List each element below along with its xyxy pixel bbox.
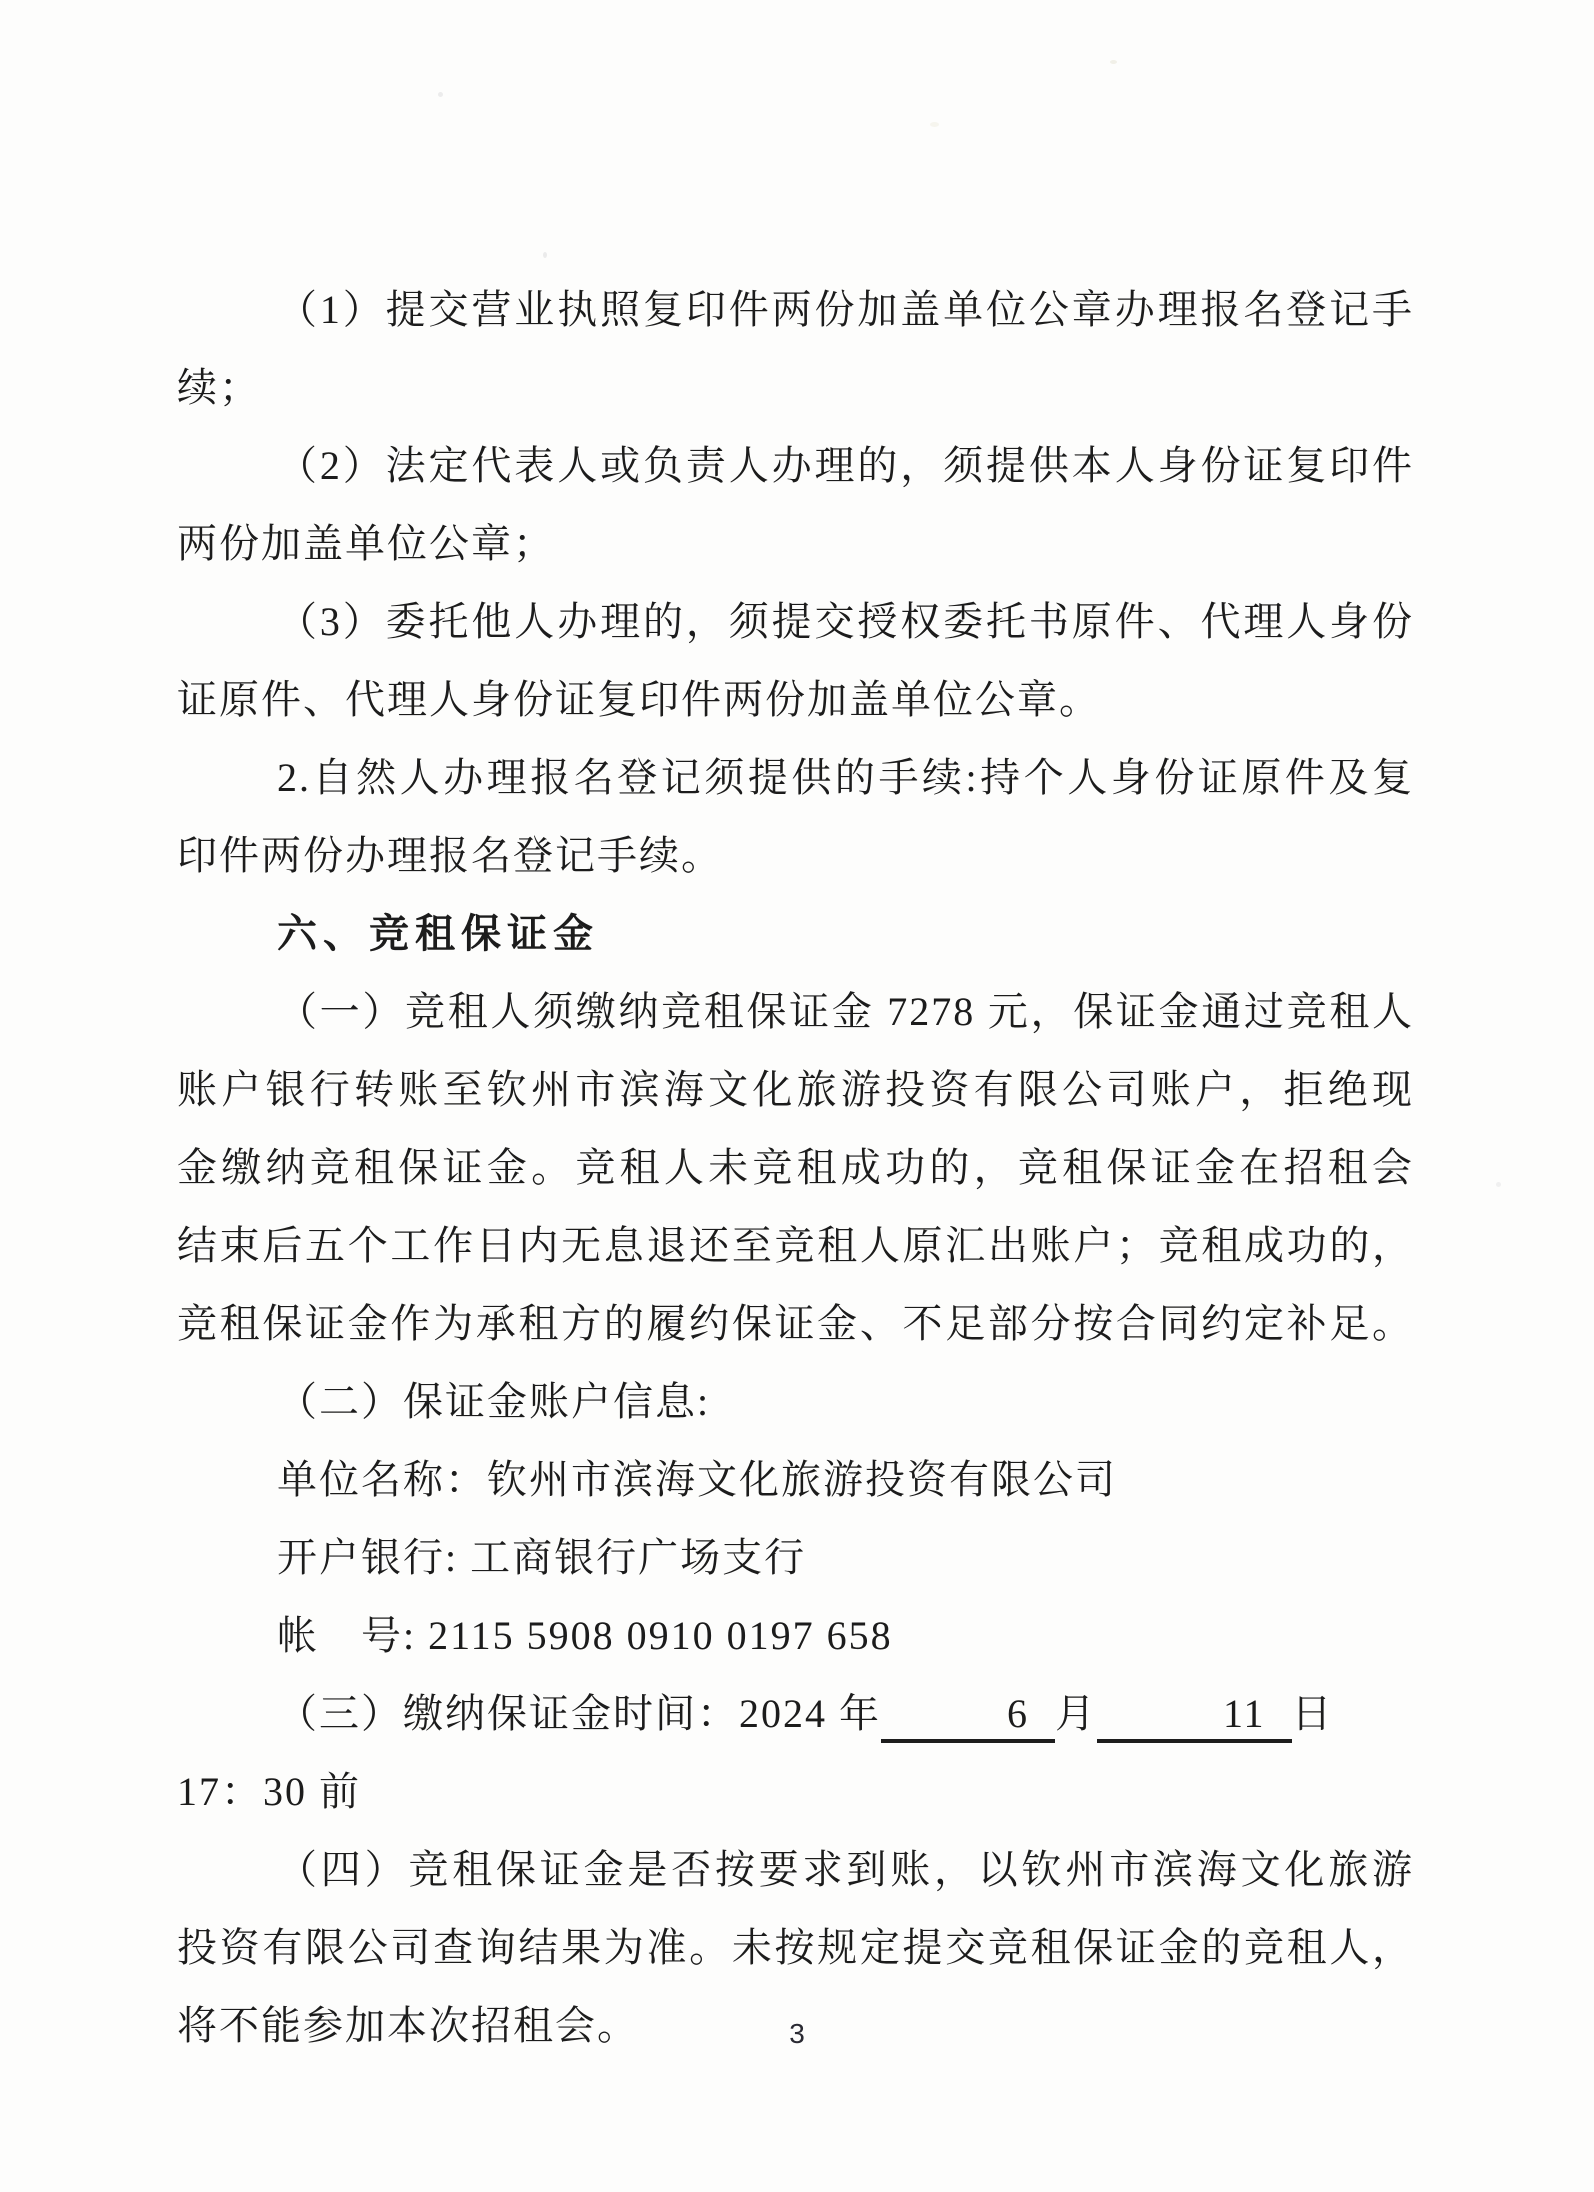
scan-speck xyxy=(543,252,547,258)
document-body xyxy=(177,271,1414,2065)
deadline-day-value: 11 xyxy=(1097,1692,1292,1743)
scan-speck xyxy=(1110,60,1117,64)
deadline-month-unit: 月 xyxy=(1055,1691,1097,1736)
deadline-prefix: （三）缴纳保证金时间：2024 年 xyxy=(277,1691,881,1736)
requirement-2-line-2: 两份加盖单位公章； xyxy=(177,521,555,566)
deposit-amount-line-5: 竞租保证金作为承租方的履约保证金、不足部分按合同约定补足。 xyxy=(177,1301,1414,1346)
requirement-3-line-1: （3）委托他人办理的，须提交授权委托书原件、代理人身份 xyxy=(277,599,1414,644)
requirement-1-line-2: 续； xyxy=(177,365,261,410)
requirement-3-line-2: 证原件、代理人身份证复印件两份加盖单位公章。 xyxy=(177,677,1101,722)
scan-speck xyxy=(930,122,939,127)
section-6-heading: 六、竞租保证金 xyxy=(277,911,599,956)
scan-speck xyxy=(438,92,443,97)
natural-person-line-2: 印件两份办理报名登记手续。 xyxy=(177,833,723,878)
deposit-amount-line-4: 结束后五个工作日内无息退还至竞租人原汇出账户；竞租成功的， xyxy=(177,1223,1414,1268)
page-number: 3 xyxy=(789,2018,805,2049)
deposit-amount-line-3: 金缴纳竞租保证金。竞租人未竞租成功的，竞租保证金在招租会 xyxy=(177,1145,1414,1190)
deadline-month-value: 6 xyxy=(881,1692,1055,1743)
deposit-arrival-line-1: （四）竞租保证金是否按要求到账，以钦州市滨海文化旅游 xyxy=(277,1847,1414,1892)
deposit-deadline-line xyxy=(177,1675,1414,1831)
account-number-line: 帐 号: 2115 5908 0910 0197 658 xyxy=(277,1613,893,1658)
company-name-line: 单位名称：钦州市滨海文化旅游投资有限公司 xyxy=(277,1457,1117,1502)
deposit-amount-line-1: （一）竞租人须缴纳竞租保证金 7278 元，保证金通过竞租人 xyxy=(277,989,1414,1034)
requirement-1-line-1: （1）提交营业执照复印件两份加盖单位公章办理报名登记手 xyxy=(277,287,1414,332)
natural-person-line-1: 2.自然人办理报名登记须提供的手续:持个人身份证原件及复 xyxy=(277,755,1414,800)
bank-name-line: 开户银行: 工商银行广场支行 xyxy=(277,1535,807,1580)
scan-speck xyxy=(1496,1182,1501,1187)
deposit-arrival-line-2: 投资有限公司查询结果为准。未按规定提交竞租保证金的竞租人， xyxy=(177,1925,1414,1970)
deposit-arrival-line-3: 将不能参加本次招租会。 xyxy=(177,2003,639,2048)
deposit-amount-line-2: 账户银行转账至钦州市滨海文化旅游投资有限公司账户，拒绝现 xyxy=(177,1067,1414,1112)
account-info-heading: （二）保证金账户信息: xyxy=(277,1379,711,1424)
deadline-day-suffix: 日 17：30 前 xyxy=(177,1691,1334,1814)
requirement-2-line-1: （2）法定代表人或负责人办理的，须提供本人身份证复印件 xyxy=(277,443,1414,488)
